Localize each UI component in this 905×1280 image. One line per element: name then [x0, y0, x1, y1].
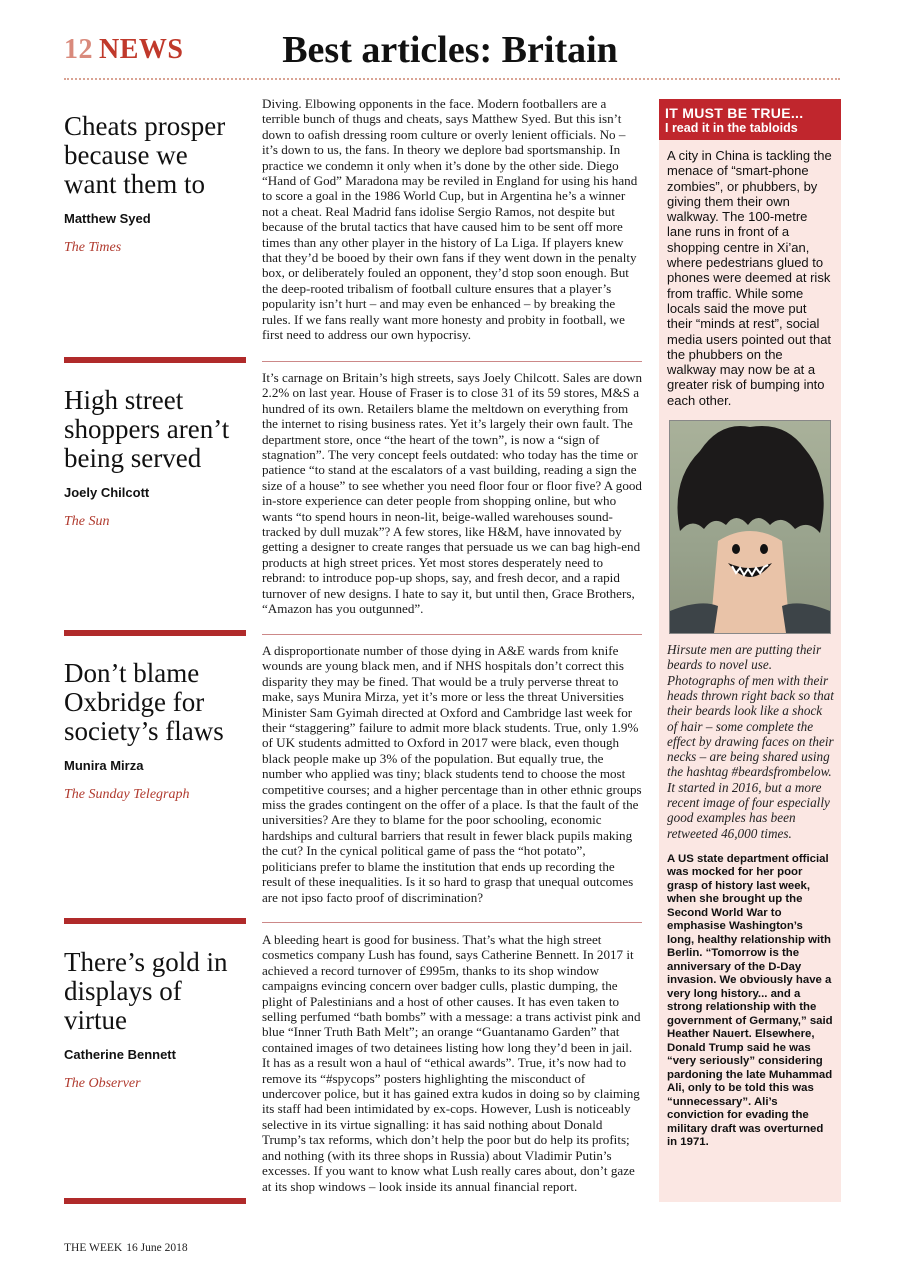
header-divider — [64, 78, 840, 80]
article-divider-rule — [262, 634, 642, 635]
article-divider-bar — [64, 918, 246, 924]
article-headline: Don’t blame Oxbridge for society’s flaws — [64, 658, 224, 746]
article-author: Munira Mirza — [64, 758, 144, 773]
article-meta — [64, 386, 246, 530]
article-meta — [64, 948, 246, 1092]
article-body: A bleeding heart is good for business. That’s what the high street cosmetics company Lush has found, says Catherine Bennett. In 2017 it achieved a record turnover of £995m, thanks to its shop window campaigns evincing concern over badger culls, plastic dumping, the plight of Palestinians and a host of other causes. It has even taken to selling perfumed “bath bombs” with a message: a trans activist pink and blue “Inner Truth Bath Melt”; an orange “Guantanamo Garden” that contained images of two detainees listing how long they’d been in jail. It has as a result won a haul of “ethical awards”. True, it’s now had to remove its “#spycops” posters highlighting the misconduct of undercover police, but it has gained extra kudos in doing so by claiming its staff had been intimidated by ex-cops. However, Lush is noticeably selective in its virtue signalling: it has said nothing about Donald Trump’s tax reforms, which don’t help the poor but do help its profits; and nothing (with its three shops in Russia) about Vladimir Putin’s excesses. If you want to know what Lush really cares about, don’t gaze at its shop windows – look inside its annual financial report. — [262, 932, 641, 1194]
article-source: The Sun — [64, 514, 110, 529]
sidebar-banner-subtitle: I read it in the tabloids — [665, 121, 798, 135]
article-divider-bar — [64, 630, 246, 636]
article-body: It’s carnage on Britain’s high streets, says Joely Chilcott. Sales are down 2.2% on last year. House of Fraser is to close 31 of its 59 stores, M&S a hundred of its own. Retailers blame the meltdown on everything from the internet to rising business rates. Yet it’s largely their own fault. The department store, once “the heart of the town”, is now a “sign of stagnation”. The very concept feels outdated: who today has the time or patience “to stand at the escalators of a vast building, reading a sign the size of a house” to see whether you need floor four or floor five? A good in-store experience can deter people from shopping online, but who wants “to spend hours in neon-lit, beige-walled warehouses sound-tracked by dull muzak”? A few stores, like H&M, have innovated by getting a designer to create ranges that persuade us we can bag high-end products at high street prices. Yet most stores desperately need to rebrand: to introduce pop-up shops, say, and fresh decor, and a rapid turnover of new designs. I hate to say it, but until then, Grace Brothers, “Amazon has you outgunned”. — [262, 370, 643, 617]
article-divider-rule — [262, 361, 642, 362]
sidebar-banner — [659, 99, 841, 140]
page-number: 12 — [64, 34, 93, 65]
sidebar-story-nauert: A US state department official was mocked for her poor grasp of history last week, when she brought up the Second World War to emphasise Washington’s long, healthy relationship with Berlin. “Tomorrow is the anniversary of the D-Day invasion. We obviously have a very long history... and a strong relationship with the government of Germany,” said Heather Nauert. Elsewhere, Donald Trump said he was “very seriously” considering pardoning the late Muhammad Ali, only to be told this was “unnecessary”. Ali’s conviction for evading the military draft was overturned in 1971. — [667, 852, 833, 1149]
beard-face-illustration — [670, 421, 830, 633]
article-divider-bar — [64, 1198, 246, 1204]
article-source: The Times — [64, 240, 122, 255]
publication-name: THE WEEK — [64, 1242, 123, 1254]
article-body: Diving. Elbowing opponents in the face. Modern footballers are a terrible bunch of thugs and cheats, says Matthew Syed. But this isn’t down to oafish dressing room culture or overly lenient officials. No – it’s down to us, the fans. In theory we deplore bad sportsmanship. In practice we condemn it only when it’s done by the other side. Diego “Hand of God” Maradona may be reviled in England for using his hand to score a goal in the 1986 World Cup, but in Argentina he’s a winner not a cheat. Real Madrid fans idolise Sergio Ramos, not despite but because of the brutal tactics that have caused him to be sent off more times than any other player in the history of La Liga. If players knew that they’d be booed by their own fans if they went down in the penalty box, or deliberately fouled an opponent, they’d stop soon enough. But the deep-rooted tribalism of football culture ensures that a player’s popularity isn’t hurt – and may even be enhanced – by breaking the rules. If we fans really want more honesty and probity in football, we first need to address our own hypocrisy. — [262, 96, 638, 343]
beard-photo — [669, 420, 831, 634]
article-author: Catherine Bennett — [64, 1047, 176, 1062]
article-divider-bar — [64, 357, 246, 363]
article-headline: There’s gold in displays of virtue — [64, 947, 228, 1035]
article-meta — [64, 659, 246, 803]
sidebar-story-phubbers: A city in China is tackling the menace of “smart-phone zombies”, or phubbers, by giving them their own walkway. The 100-metre lane runs in front of a shopping centre in Xi’an, where pedestrians glued to phones were deemed at risk from traffic. While some locals said the move put their “minds at rest”, social media users pointed out that the phubbers on the walkway may now be at a greater risk of bumping into each other. — [667, 148, 832, 408]
article-author: Matthew Syed — [64, 211, 151, 226]
article-headline: Cheats prosper because we want them to — [64, 111, 226, 199]
sidebar-photo-caption: Hirsute men are putting their beards to novel use. Photographs of men with their heads thrown right back so that their beards look like a shock of hair – some complete the effect by drawing faces on their necks – are being shared using the hashtag #beardsfrombelow. It started in 2016, but a more recent image of four especially good examples has been retweeted 46,000 times. — [667, 642, 834, 841]
sidebar-banner-title: IT MUST BE TRUE... — [665, 105, 804, 121]
section-name: NEWS — [99, 34, 184, 65]
article-body: A disproportionate number of those dying in A&E wards from knife wounds are young black men, and if NHS hospitals don’t correct this disparity they may be fined. That would be a truly perverse threat to make, says Munira Mirza, yet it’s more or less the threat Universities Minister Sam Gyimah directed at Oxford and Cambridge last week for their “staggering” failure to admit more black students. True, only 1.9% of UK students admitted to Oxford in 2017 were black, even though black people make up 3% of the population. But equally true, the number who applied was tiny; black students tend to choose the most competitive courses; and a higher percentage than in other ethnic groups miss the grades contingent on the offer of a place. Is that the fault of the universities? Are they to blame for the poor schooling, economic hardships and cultural barriers that result in fewer black pupils making the cut? In the cynical political game of pass the “hot potato”, politicians prefer to blame the institution that ends up recording the result of these inequalities. Is it so hard to grasp that unequal outcomes are not ipso facto proof of discrimination? — [262, 643, 642, 905]
tabloid-sidebar — [659, 99, 841, 1202]
issue-date: 16 June 2018 — [126, 1242, 188, 1254]
section-header — [64, 34, 183, 66]
page-footer — [64, 1242, 188, 1254]
article-source: The Sunday Telegraph — [64, 787, 190, 802]
article-headline: High street shoppers aren’t being served — [64, 385, 230, 473]
page-title: Best articles: Britain — [282, 29, 618, 71]
article-source: The Observer — [64, 1076, 141, 1091]
article-meta — [64, 112, 246, 256]
article-divider-rule — [262, 922, 642, 923]
article-author: Joely Chilcott — [64, 485, 150, 500]
